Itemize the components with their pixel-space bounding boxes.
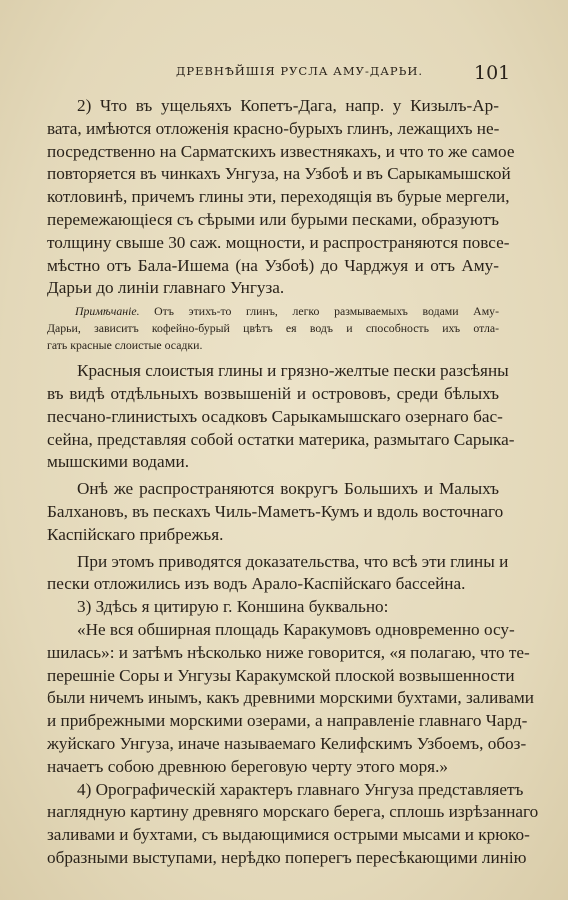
paragraph-balkhany bbox=[47, 478, 504, 546]
text-line: и прибрежными морскими озерами, а направленіе главнаго Чард- bbox=[47, 711, 528, 731]
text-line: мышскими водами. bbox=[47, 452, 190, 472]
paragraph-evidence bbox=[47, 551, 509, 597]
paragraph-2 bbox=[47, 95, 515, 300]
text-line: 2) Что въ ущельяхъ Копетъ-Дага, напр. у Кизылъ-Ар- bbox=[77, 96, 499, 115]
text-line: заливами и бухтами, съ выдающимися острыми мысами и крюко- bbox=[47, 825, 530, 845]
text-line: посредственно на Сарматскихъ известнякахъ, и что то же самое bbox=[47, 141, 515, 161]
text-line: повторяется въ чинкахъ Унгуза, на Узбоѣ и въ Сарыкамышской bbox=[47, 164, 511, 184]
text-line: «Не вся обширная площадь Каракумовъ одновременно осу- bbox=[77, 619, 515, 639]
text-line: Балхановъ, въ пескахъ Чиль-Маметъ-Кумъ и вдоль восточнаго bbox=[47, 501, 504, 521]
text-line: Красныя слоистыя глины и грязно-желтые пески разсѣяны bbox=[77, 361, 509, 381]
text-line: Онѣ же распространяются вокругъ Большихъ и Малыхъ bbox=[77, 479, 499, 499]
text-line: были ничемъ инымъ, какъ древними морскими бухтами, заливами bbox=[47, 688, 534, 708]
body-text bbox=[47, 95, 539, 870]
text-line: 3) Здѣсь я цитирую г. Коншина буквально: bbox=[77, 597, 389, 617]
text-line: 4) Орографическій характеръ главнаго Унгуза представляетъ bbox=[77, 779, 524, 799]
text-line: образными выступами, нерѣдко поперегъ пересѣкающими линію bbox=[47, 847, 527, 867]
text-line: перемежающіеся съ сѣрыми или бурыми песками, образуютъ bbox=[47, 209, 499, 229]
text-line bbox=[47, 303, 499, 320]
text-line: мѣстно отъ Бала-Ишема (на Узбоѣ) до Чарджуя и отъ Аму- bbox=[47, 255, 499, 275]
text-line: Каспійскаго прибрежья. bbox=[47, 524, 224, 544]
text-line: толщину свыше 30 саж. мощности, и распространяются повсе- bbox=[47, 232, 510, 252]
text-line: жуйскаго Унгуза, иначе называемаго Келифскимъ Узбоемъ, обоз- bbox=[47, 733, 527, 753]
footnote-remark bbox=[47, 303, 499, 354]
page-number: 101 bbox=[474, 62, 511, 84]
running-head: ДРЕВНѢЙШІЯ РУСЛА АМУ-ДАРЬИ. bbox=[176, 64, 424, 78]
paragraph-3 bbox=[47, 596, 499, 619]
note-label: Примѣчаніе. bbox=[75, 304, 140, 319]
text-line: наглядную картину древняго морскаго берега, сплошь изрѣзаннаго bbox=[47, 802, 539, 822]
text-line: сейна, представляя собой остатки материка, размытаго Сарыка- bbox=[47, 429, 515, 449]
text-line: песчано-глинистыхъ осадковъ Сарыкамышскаго озернаго бас- bbox=[47, 406, 503, 426]
paragraph-red-clays bbox=[47, 360, 515, 474]
text-line: вата, имѣются отложенія красно-бурыхъ глинъ, лежащихъ не- bbox=[47, 118, 500, 138]
paragraph-konshin-quote bbox=[47, 619, 534, 779]
paragraph-4 bbox=[47, 779, 539, 870]
text-line: шилась»: и затѣмъ нѣсколько ниже говорится, «я полагаю, что те- bbox=[47, 642, 530, 662]
note-text: Отъ этихъ-то глинъ, легко размываемыхъ водами Аму- bbox=[139, 304, 499, 319]
text-line: Дарьи до линіи главнаго Унгуза. bbox=[47, 278, 285, 298]
text-line: При этомъ приводятся доказательства, что всѣ эти глины и bbox=[77, 551, 509, 571]
text-line: пески отложились изъ водъ Арало-Каспійскаго бассейна. bbox=[47, 574, 466, 594]
text-line: начаетъ собою древнюю береговую черту этого моря.» bbox=[47, 756, 448, 776]
text-line: въ видѣ отдѣльныхъ возвышеній и острововъ, среди бѣлыхъ bbox=[47, 383, 499, 403]
text-line: гать красные слоистые осадки. bbox=[47, 338, 203, 353]
text-line: перешніе Соры и Унгузы Каракумской плоской возвышенности bbox=[47, 665, 515, 685]
text-line: Дарьи, зависитъ кофейно-бурый цвѣтъ ея водъ и способность ихъ отла- bbox=[47, 321, 499, 336]
text-line: котловинѣ, причемъ глины эти, переходящія въ бурые мергели, bbox=[47, 187, 510, 207]
